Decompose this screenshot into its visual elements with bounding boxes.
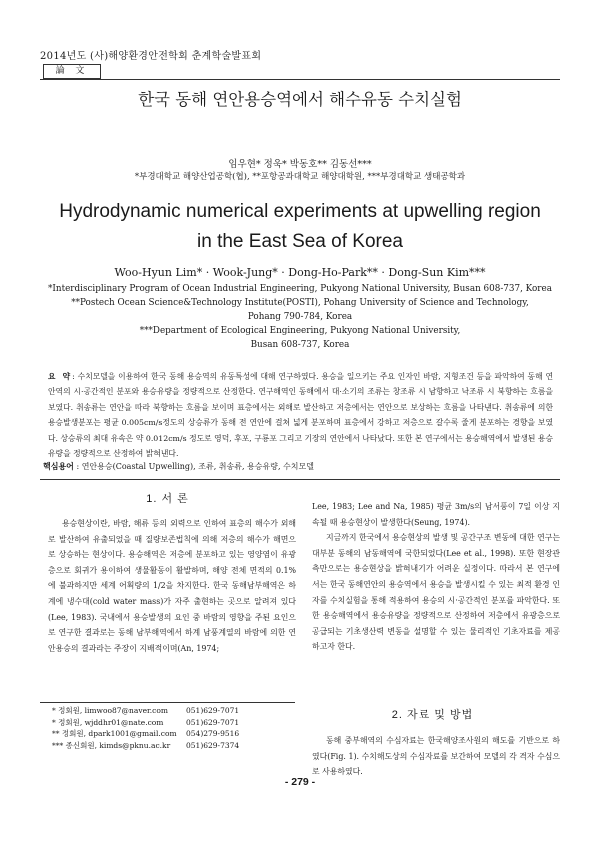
article-type-box: 論 文 [43,64,101,79]
footnotes [52,705,239,751]
section-2-paragraph: 동해 중부해역의 수심자료는 한국해양조사원의 해도를 기반으로 하였다(Fig. 1). 수치해도상의 수심자료를 보간하여 모델의 각 격자 수심으로 사용하였다. [312,736,560,777]
section-1-paragraph-2: 지금까지 한국에서 용승현상의 발생 및 공간구조 변동에 대한 연구는 대부분 동해의 남동해역에 국한되었다(Lee et al., 1998). 또한 현장관측만으로는 용승현상을 밝혀내기가 어려운 실정이다. 따라서 본 연구에서는 한국 동해연안의 용승역에서 용승을 발생시킬 수 있는 최적 환경 인자를 수치실험을 통해 적용하여 용승의 시·공간적인 분포를 파악한다. 또한 용승해역에서 용승유량을 정량적으로 산정하여 저층에서 유광층으로 공급되는 기초생산력 변동을 설명할 수 있는 물리적인 기초자료를 제공하고자 한다. [312,533,560,652]
footnote-row [52,705,239,717]
left-column [48,516,296,656]
affiliation-line: Pohang 790-784, Korea [247,312,353,322]
footnote-phone: 051)629-7071 [186,717,240,727]
title-english [0,197,600,257]
section-1-paragraph: 용승현상이란, 바람, 해류 등의 외력으로 인하여 표층의 해수가 외해로 발산하여 유출되었을 때 질량보존법칙에 의해 저층의 해수가 해면으로 상승하는 현상이다. 용승해역은 저층에 분포하고 있는 영양염이 유광층으로 회귀가 용이하여 생물활동이 활발하며, 해양 전체 면적의 0.1%에 불과하지만 세계 어획량의 1/2을 차지한다. 한국 동해남부해역은 하계에 냉수대(cold water mass)가 자주 출현하는 곳으로 알려져 있다(Lee, 1983). 국내에서 용승발생의 요인 중 바람의 영향을 주된 요인으로 연구한 결과로는 동해 남부해역에서 하계 남풍계열의 바람에 의한 연안용승의 결과라는 주장이 지배적이며(An, 1974; [48,519,296,653]
affiliations-korean: *부경대학교 해양산업공학(협), **포항공과대학교 해양대학원, ***부경대학교 생태공학과 [134,172,466,182]
section-2-body [312,733,560,780]
keywords-text: : 연안용승(Coastal Upwelling), 조류, 취송류, 용승유량, 수치모델 [73,462,314,471]
section-1-continuation: Lee, 1983; Lee and Na, 1985) 평균 3m/s의 남서풍이 7일 이상 지속될 때 용승현상이 발생한다(Seung, 1974). [312,502,560,527]
top-rule [40,79,560,80]
footnote-email: ** 정회원, dpark1001@gmail.com [52,729,177,738]
footnote-phone: 051)629-7374 [186,740,240,750]
title-english-line-1: Hydrodynamic numerical experiments at upwelling region [59,201,541,222]
affiliations-english [0,282,600,352]
footnote-phone: 051)629-7071 [186,706,240,715]
section-1-heading: 1. 서 론 [146,493,189,505]
abstract-bottom-rule [40,479,560,480]
abstract-label: 요 약 [48,372,73,381]
title-english-line-2: in the East Sea of Korea [197,231,403,252]
section-2-heading: 2. 자료 및 방법 [391,709,474,721]
affiliation-line: Busan 608-737, Korea [250,340,350,350]
title-korean: 한국 동해 연안용승역에서 해수유동 수치실험 [138,90,462,109]
authors-english: Woo-Hyun Lim* · Wook-Jung* · Dong-Ho-Park** · Dong-Sun Kim*** [114,266,486,279]
affiliation-line: ***Department of Ecological Engineering, Pukyong National University, [139,326,461,336]
footnote-email: *** 종신회원, kimds@pknu.ac.kr [52,740,171,750]
right-column [312,499,560,655]
keywords-label: 핵심용어 [43,461,74,471]
footnote-phone: 054)279-9516 [186,729,240,738]
authors-korean: 임우현* 정욱* 박동호** 김동선*** [228,159,372,170]
page-number: - 279 - [284,776,316,788]
keywords [43,461,558,472]
footnote-email: * 정회원, limwoo87@naver.com [52,706,168,715]
footnote-rule [40,702,295,703]
footnote-email: * 정회원, wjddhr01@nate.com [52,717,164,727]
footnote-row [52,717,239,729]
abstract-text: : 수치모델을 이용하여 한국 동해 용승역의 유동특성에 대해 연구하였다. 용승을 일으키는 주요 인자인 바람, 지형조건 등을 파악하여 동해 연안역의 시·공간적인 분포와 용승유량을 정량적으로 산정한다. 연구해역인 동해에서 대·소기의 조류는 창조류 시 남향하고 낙조류 시 북향하는 흐름을 보였다. 취송류는 연안을 따라 북향하는 흐름을 보이며 표층에서는 외해로 발산하고 저층에서는 연안으로 보상하는 흐름을 나타낸다. 취송류에 의한 용승발생분포는 평균 0.005cm/s정도의 상승류가 동해 전 연안에 걸쳐 넓게 분포하며 표층에서 강하고 저층으로 갈수록 줄게 분포하는 경향을 보였다. 상승류의 최대 유속은 약 0.012cm/s 정도로 영덕, 후포, 구룡포 그리고 기장의 연안에서 나타났다. 또한 본 연구에서는 용승해역에서 발생된 용승유량을 정량적으로 산정하여 밝혀낸다. [48,372,553,459]
footnote-row [52,728,239,740]
affiliation-line: **Postech Ocean Science&Technology Institute(POSTI), Pohang University of Science and Technology, [71,298,529,308]
affiliation-line: *Interdisciplinary Program of Ocean Industrial Engineering, Pukyong National University, Busan 608-737, Korea [48,284,552,294]
abstract [48,369,553,461]
footnote-row [52,740,239,752]
conference-name: 2014년도 (사)해양환경안전학회 춘계학술발표회 [40,51,262,62]
